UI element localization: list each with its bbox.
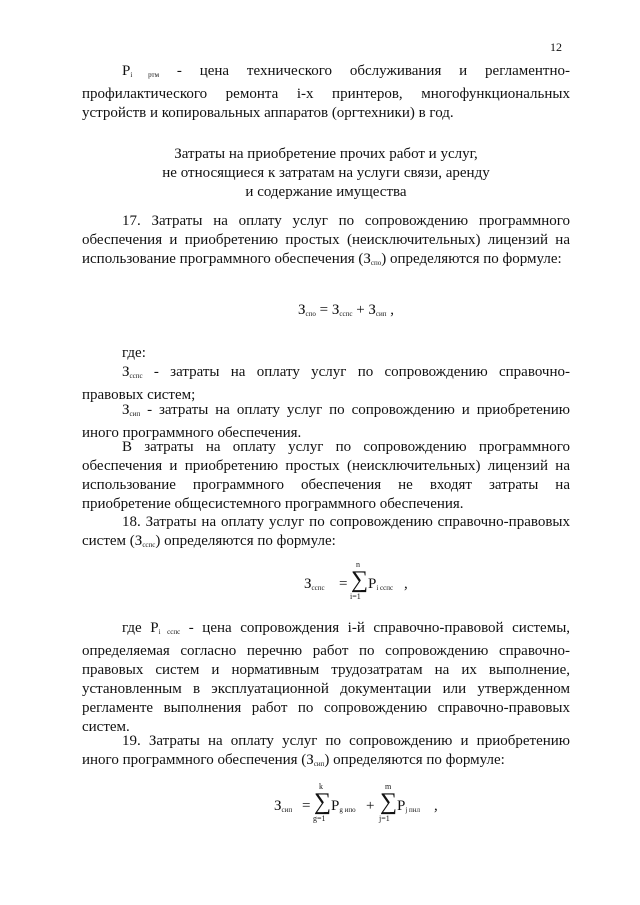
intro-subscript: i ртм <box>130 71 160 79</box>
section-heading <box>82 145 570 202</box>
formula-1-eq: = <box>319 302 329 318</box>
section-heading-line-1: Затраты на приобретение прочих работ и услуг, <box>174 146 478 162</box>
item-18-text-before: 18. Затраты на оплату услуг по сопровождению справочно-правовых систем ( <box>82 514 570 549</box>
formula-1-term-1-sub: сспс <box>339 310 353 318</box>
item-18-paragraph <box>82 513 570 555</box>
where-1-def-2-symbol: З <box>122 402 130 418</box>
intro-paragraph <box>82 62 570 123</box>
where-1-def-1-symbol: З <box>122 364 130 380</box>
formula-3-sum-1-top: k <box>319 782 323 791</box>
where-2-text: - цена сопровождения i-й справочно-правовой системы, определяемая согласно перечню работ по сопровождению справочно-правовых систем и нормативным трудозатратам на их выполнение, установленным в эксплуатационной документации или утвержденном регламенте выполнения работ по сопровождению справочно-правовых систем. <box>82 620 571 735</box>
item-18-text-after: ) определяются по формуле: <box>155 533 336 549</box>
formula-1-end: , <box>390 302 395 318</box>
item-17-text-after: ) определяются по формуле: <box>381 251 562 267</box>
formula-2-sum-bottom: i=1 <box>350 592 361 601</box>
where-1-def-2 <box>82 401 570 443</box>
where-2-symbol: P <box>150 620 159 636</box>
item-17-paragraph <box>82 212 570 273</box>
formula-2-end: , <box>404 576 408 592</box>
formula-3-end: , <box>434 798 438 814</box>
where-1-def-1-text: - затраты на оплату услуг по сопровождению справочно-правовых систем; <box>82 364 571 403</box>
page-number: 12 <box>550 40 562 54</box>
formula-2 <box>304 560 414 610</box>
formula-2-eq: = <box>339 576 348 592</box>
where-1-def-1 <box>82 363 570 405</box>
formula-3-sum-2-top: m <box>385 782 392 791</box>
formula-1-term-2-sub: сип <box>375 310 387 318</box>
formula-3-eq: = <box>302 798 311 814</box>
formula-3-sum-1-sign: ∑ <box>314 789 332 815</box>
formula-1 <box>298 302 394 319</box>
section-heading-line-3: и содержание имущества <box>245 184 407 200</box>
item-19-text-after: ) определяются по формуле: <box>324 752 505 768</box>
where-2-label: где <box>122 620 142 636</box>
formula-2-term: $P_{i сспс}$ <box>368 576 394 592</box>
item-18-symbol: З <box>134 533 143 549</box>
formula-3 <box>274 782 444 832</box>
item-19-text-before: 19. Затраты на оплату услуг по сопровождению и приобретению иного программного обеспечения ( <box>82 733 570 768</box>
formula-1-plus: + <box>356 302 365 318</box>
item-17-subscript: спо <box>370 259 382 267</box>
where-1-def-1-sub: сспс <box>129 372 143 380</box>
where-1-def-2-sub: сип <box>129 410 141 418</box>
item-19-paragraph <box>82 732 570 774</box>
item-19-symbol: З <box>306 752 314 768</box>
item-17-symbol: З <box>363 251 371 267</box>
item-18-subscript: сспс <box>142 541 156 549</box>
where-1-def-2-text: - затраты на оплату услуг по сопровождению и приобретению иного программного обеспечения. <box>82 402 571 441</box>
where-2-paragraph <box>82 619 570 737</box>
note-paragraph: В затраты на оплату услуг по сопровождению программного обеспечения и приобретению простых (неисключительных) лицензий на использование программного обеспечения не входят затраты на приобретение общесистемного программного обеспечения. <box>82 439 570 512</box>
formula-1-lhs-sub: спо <box>305 310 316 318</box>
formula-2-lhs: $З_{сспс}$ <box>304 576 325 592</box>
intro-text: - цена технического обслуживания и регламентно-профилактического ремонта i-х принтеров, многофункциональных устройств и копировальных аппаратов (оргтехники) в год. <box>82 63 570 121</box>
formula-3-lhs: $З_{сип}$ <box>274 798 293 814</box>
formula-1-term-1: З <box>331 302 340 318</box>
where-1-label: где: <box>122 345 146 361</box>
intro-symbol: P <box>122 63 131 79</box>
formula-2-sum-top: n <box>356 560 360 569</box>
formula-1-lhs: З <box>298 302 306 318</box>
where-2-subscript: i сспс <box>158 628 181 636</box>
item-17-text-before: 17. Затраты на оплату услуг по сопровождению программного обеспечения и приобретению простых (неисключительных) лицензий на использование программного обеспечения ( <box>82 213 570 267</box>
formula-3-sum-2-bottom: j=1 <box>379 814 390 823</box>
item-19-subscript: сип <box>313 760 325 768</box>
formula-3-plus: + <box>366 798 375 814</box>
formula-2-sum-sign: ∑ <box>351 567 369 593</box>
formula-3-term-1: $P_{g ипо}$ <box>331 798 356 814</box>
section-heading-line-2: не относящиеся к затратам на услуги связи, аренду <box>162 165 490 181</box>
formula-3-term-2: $P_{j пнл}$ <box>397 798 421 814</box>
formula-3-sum-2-sign: ∑ <box>380 789 398 815</box>
formula-1-term-2: З <box>368 302 376 318</box>
formula-3-sum-1-bottom: g=1 <box>313 814 326 823</box>
